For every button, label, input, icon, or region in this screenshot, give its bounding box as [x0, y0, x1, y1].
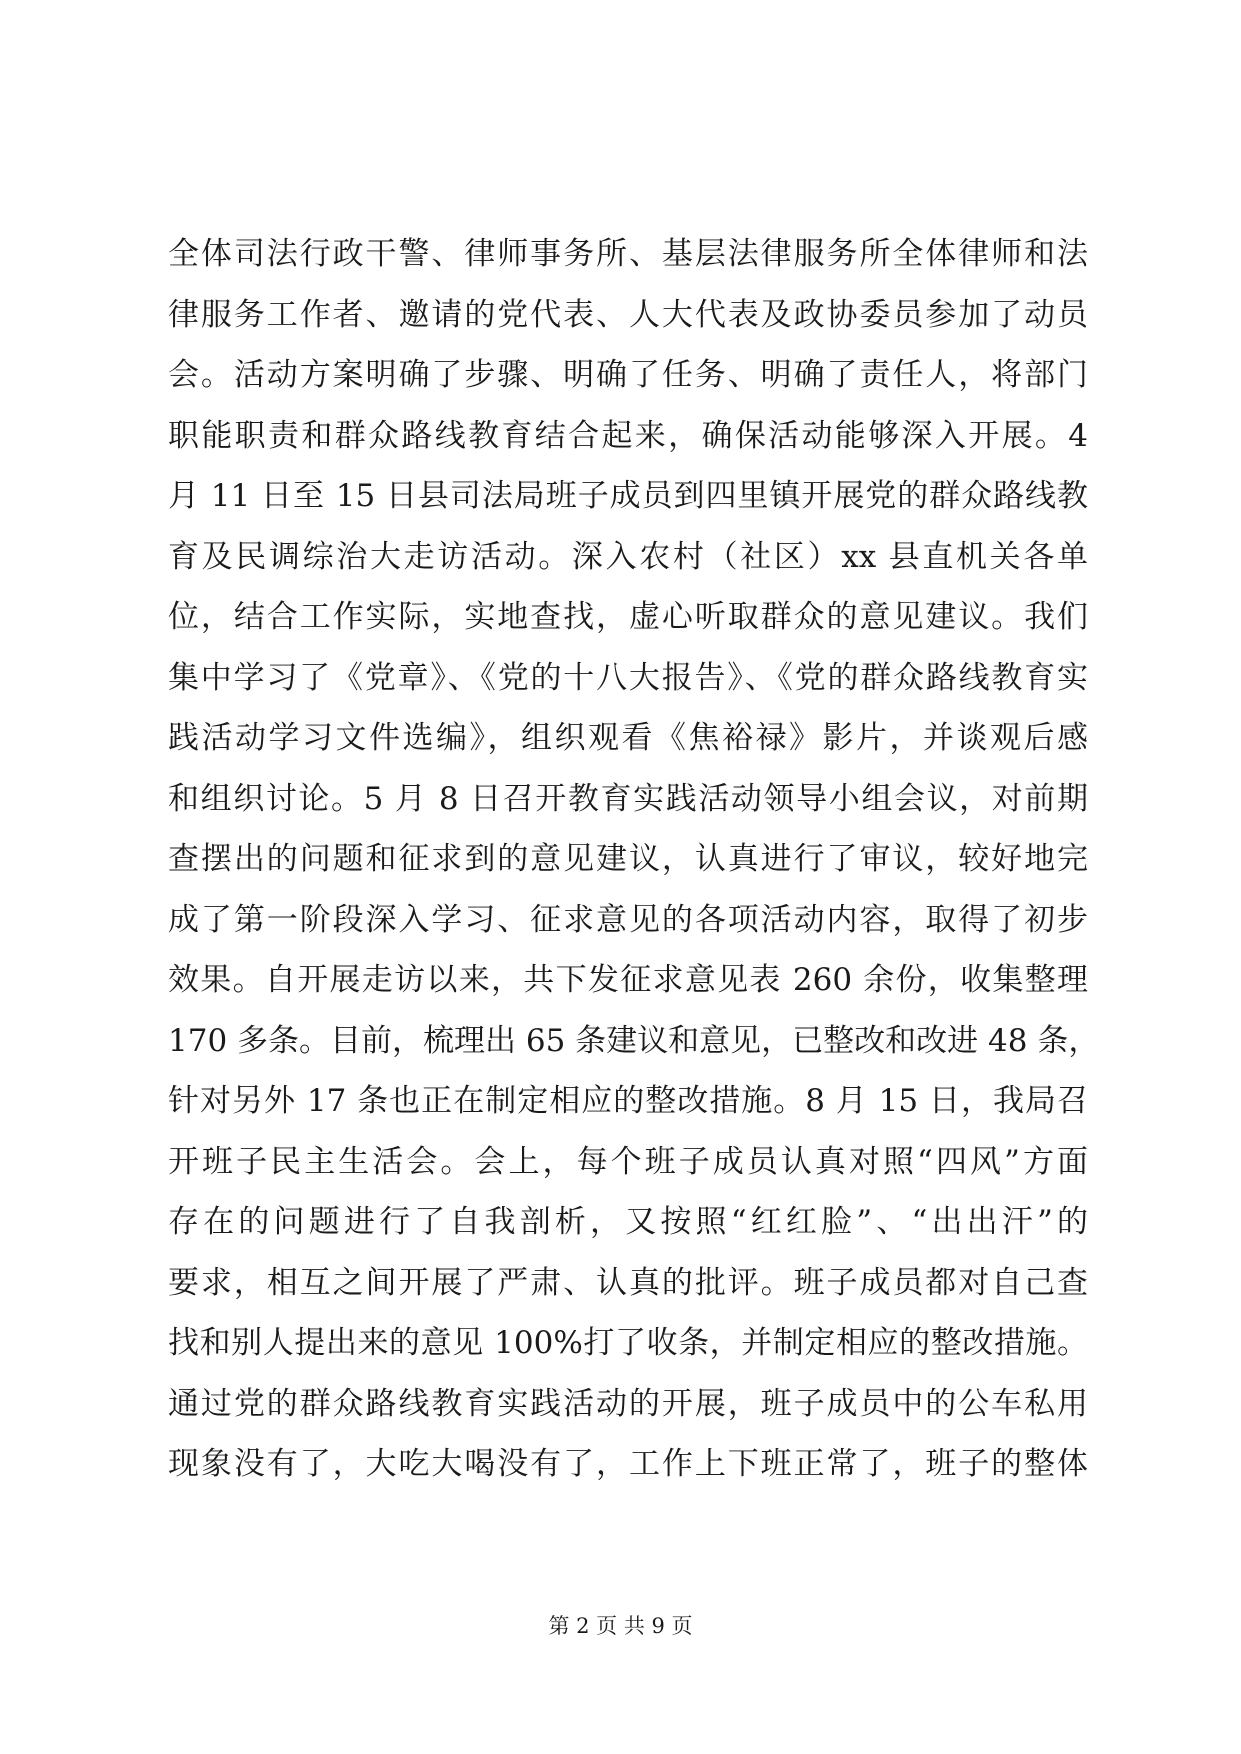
text-line: 找和别人提出来的意见 100%打了收条，并制定相应的整改措施。: [168, 1325, 1088, 1361]
text-line: 和组织讨论。5 月 8 日召开教育实践活动领导小组会议，对前期: [168, 780, 1088, 817]
body-paragraph: [168, 224, 1100, 1495]
text-line: 律服务工作者、邀请的党代表、人大代表及政协委员参加了动员: [168, 296, 1088, 333]
text-line: 月 11 日至 15 日县司法局班子成员到四里镇开展党的群众路线教: [168, 478, 1088, 514]
page-number-footer: 第 2 页 共 9 页: [548, 1614, 693, 1638]
text-line: 成了第一阶段深入学习、征求意见的各项活动内容，取得了初步: [168, 901, 1088, 938]
text-line: 会。活动方案明确了步骤、明确了任务、明确了责任人，将部门: [168, 357, 1088, 393]
text-line: 全体司法行政干警、律师事务所、基层法律服务所全体律师和法: [168, 236, 1088, 272]
text-line: 针对另外 17 条也正在制定相应的整改措施。8 月 15 日，我局召: [168, 1083, 1088, 1119]
text-line: 育及民调综治大走访活动。深入农村（社区）xx 县直机关各单: [168, 538, 1088, 575]
text-line: 170 多条。目前，梳理出 65 条建议和意见，已整改和改进 48 条，: [168, 1022, 1100, 1059]
text-line: 查摆出的问题和征求到的意见建议，认真进行了审议，较好地完: [168, 841, 1088, 877]
text-line: 职能职责和群众路线教育结合起来，确保活动能够深入开展。4: [168, 417, 1088, 454]
text-line: 集中学习了《党章》、《党的十八大报告》、《党的群众路线教育实: [168, 659, 1088, 696]
text-line: 存在的问题进行了自我剖析，又按照“红红脸”、“出出汗”的: [168, 1204, 1088, 1240]
text-line: 践活动学习文件选编》，组织观看《焦裕禄》影片，并谈观后感: [168, 720, 1088, 756]
text-line: 现象没有了，大吃大喝没有了，工作上下班正常了，班子的整体: [168, 1446, 1088, 1482]
text-line: 通过党的群众路线教育实践活动的开展，班子成员中的公车私用: [168, 1385, 1088, 1422]
text-line: 开班子民主生活会。会上，每个班子成员认真对照“四风”方面: [168, 1143, 1088, 1180]
text-line: 要求，相互之间开展了严肃、认真的批评。班子成员都对自己查: [168, 1264, 1088, 1301]
text-line: 位，结合工作实际，实地查找，虚心听取群众的意见建议。我们: [168, 599, 1088, 635]
text-line: 效果。自开展走访以来，共下发征求意见表 260 余份，收集整理: [168, 962, 1088, 998]
